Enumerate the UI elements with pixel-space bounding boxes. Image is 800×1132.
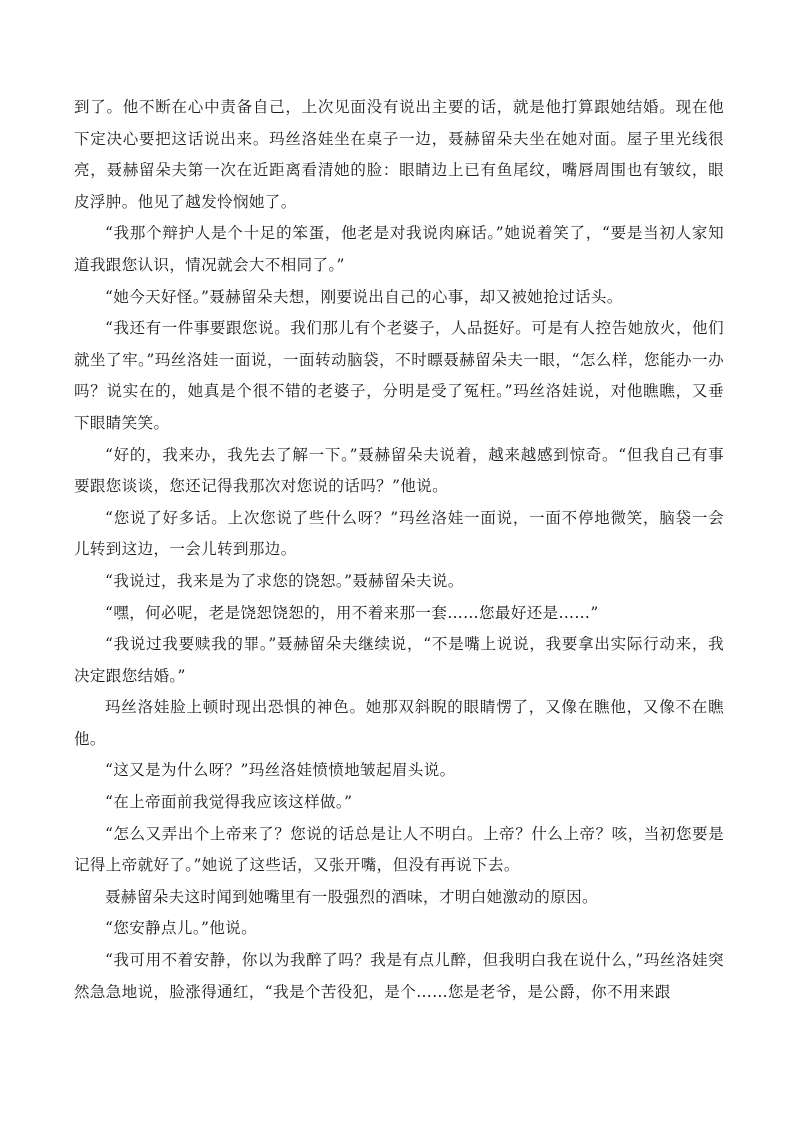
paragraph: “嘿，何必呢，老是饶恕饶恕的，用不着来那一套……您最好还是……”	[105, 603, 599, 622]
paragraph: “她今天好怪。”聂赫留朵夫想，刚要说出自己的心事，却又被她抢过话头。	[105, 287, 623, 306]
paragraph: “我说过我要赎我的罪。”聂赫留朵夫继续说，“不是嘴上说说，我要拿出实际行动来，我决定跟您结婚。”	[74, 635, 724, 685]
paragraph: “好的，我来办，我先去了解一下。”聂赫留朵夫说着，越来越感到惊奇。“但我自己有事要跟您谈谈，您还记得我那次对您说的话吗？”他说。	[74, 445, 724, 496]
paragraph: “我说过，我来是为了求您的饶恕。”聂赫留朵夫说。	[105, 571, 464, 590]
document-body	[74, 92, 724, 1008]
paragraph: “怎么又弄出个上帝来了？您说的话总是让人不明白。上帝？什么上帝？咳，当初您要是记得上帝就好了。”她说了这些话，又张开嘴，但没有再说下去。	[74, 824, 724, 875]
paragraph: 聂赫留朵夫这时闻到她嘴里有一股强烈的酒味，才明白她激动的原因。	[105, 887, 598, 906]
paragraph: “我还有一件事要跟您说。我们那儿有个老婆子，人品挺好。可是有人控告她放火，他们就坐了牢。”玛丝洛娃一面说，一面转动脑袋，不时瞟聂赫留朵夫一眼，“怎么样，您能办一办吗？说实在的，她真是个很不错的老婆子，分明是受了冤枉。”玛丝洛娃说，对他瞧瞧，又垂下眼睛笑笑。	[74, 319, 724, 432]
paragraph: “您安静点儿。”他说。	[105, 919, 257, 938]
paragraph: “我可用不着安静，你以为我醉了吗？我是有点儿醉，但我明白我在说什么，”玛丝洛娃突然急急地说，脸涨得通红，“我是个苦役犯，是个……您是老爷，是公爵，你不用来跟	[74, 951, 724, 1001]
paragraph: “我那个辩护人是个十足的笨蛋，他老是对我说肉麻话。”她说着笑了，“要是当初人家知道我跟您认识，情况就会大不相同了。”	[74, 224, 724, 274]
paragraph: “这又是为什么呀？”玛丝洛娃愤愤地皱起眉头说。	[105, 761, 456, 780]
paragraph: 玛丝洛娃脸上顿时现出恐惧的神色。她那双斜睨的眼睛愣了，又像在瞧他，又像不在瞧他。	[74, 698, 724, 748]
paragraph: “您说了好多话。上次您说了些什么呀？”玛丝洛娃一面说，一面不停地微笑，脑袋一会儿转到这边，一会儿转到那边。	[74, 508, 724, 559]
paragraph: “在上帝面前我觉得我应该这样做。”	[105, 793, 353, 812]
paragraph: 到了。他不断在心中责备自己，上次见面没有说出主要的话，就是他打算跟她结婚。现在他下定决心要把这话说出来。玛丝洛娃坐在桌子一边，聂赫留朵夫坐在她对面。屋子里光线很亮，聂赫留朵夫第一次在近距离看清她的脸：眼睛边上已有鱼尾纹，嘴唇周围也有皱纹，眼皮浮肿。他见了越发怜悯她了。	[74, 98, 724, 211]
